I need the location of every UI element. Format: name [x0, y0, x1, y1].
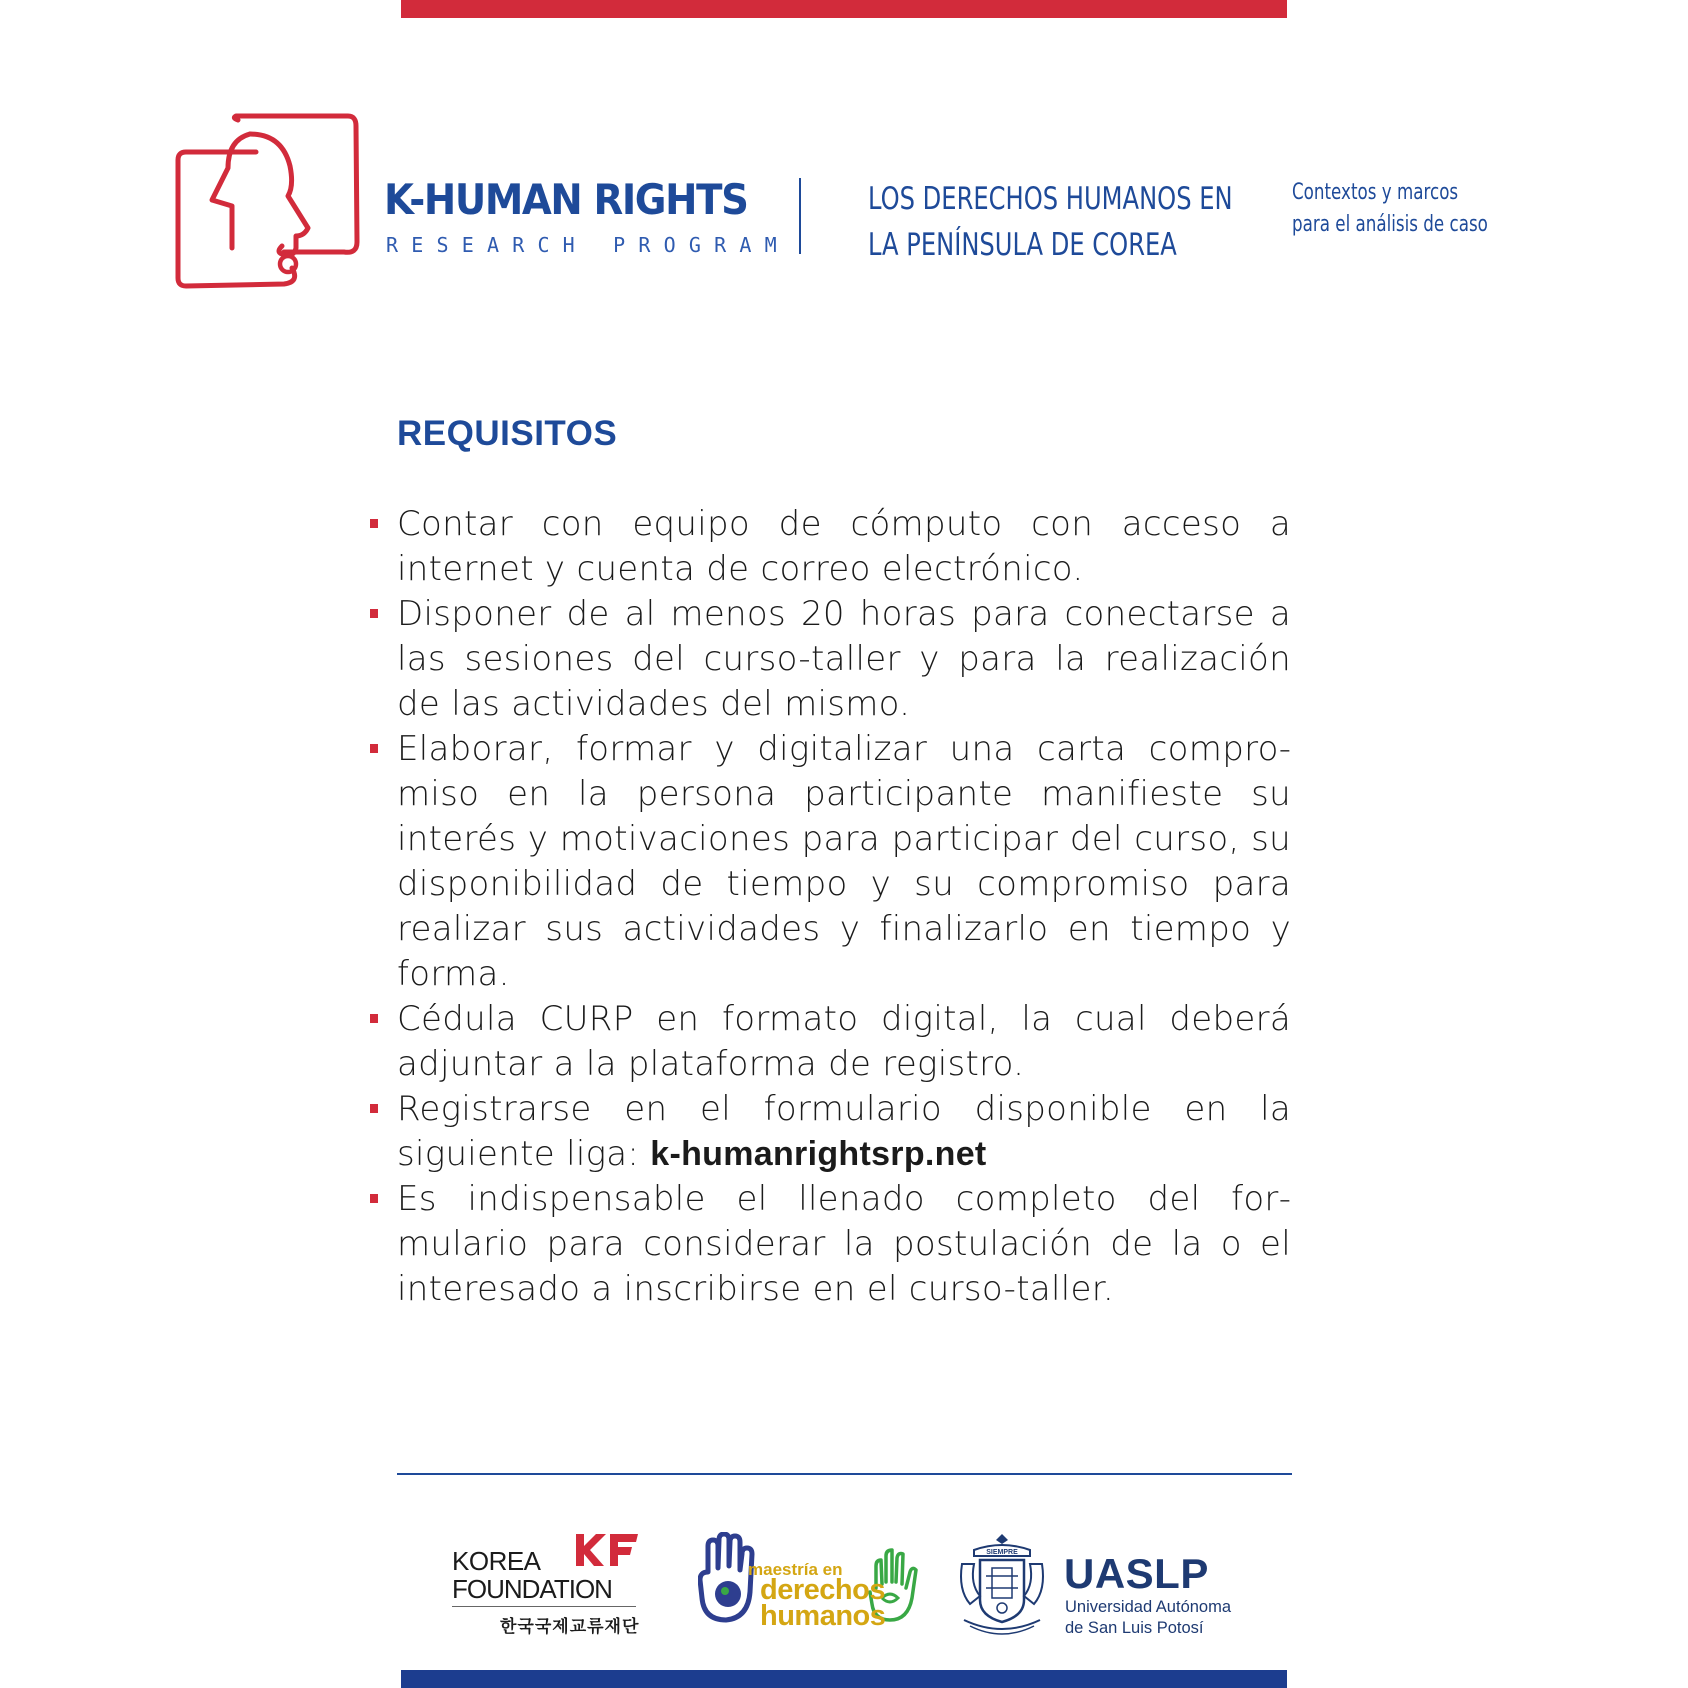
- list-item: [397, 727, 1291, 997]
- requirement-text: Elaborar, formar y digitalizar una carta compromiso en la persona participante manifieste su interés y motivaciones para participar del curso, su disponibilidad de tiempo y su compromiso para realizar sus actividades y finalizarlo en tiempo y forma.: [397, 729, 1291, 994]
- header-divider: [799, 178, 801, 254]
- kf-mark-icon: [570, 1530, 640, 1570]
- mdh-line-3: humanos: [760, 1600, 886, 1632]
- bullet-icon: [370, 609, 378, 618]
- kf-korean-text: 한국국제교류재단: [500, 1617, 640, 1637]
- requirement-text: Cédula CURP en formato digital, la cual deberá adjuntar a la plataforma de registro.: [397, 999, 1291, 1084]
- mdh-line-2: derechos: [760, 1574, 885, 1606]
- uaslp-name: UASLP: [1064, 1550, 1209, 1597]
- mdh-line-1: maestría en: [748, 1560, 843, 1579]
- list-item: [397, 997, 1291, 1087]
- k-human-rights-logo-icon: [172, 112, 364, 292]
- requirements-list: [397, 502, 1291, 1312]
- bullet-icon: [370, 1014, 378, 1023]
- header-tagline: [1292, 177, 1488, 241]
- tagline-line-1: Contextos y marcos: [1292, 180, 1459, 205]
- requirement-text: Es indispensable el llenado completo del formulario para considerar la postulación de la o el interesado a inscribirse en el curso-taller.: [397, 1179, 1291, 1309]
- tagline-line-2: para el análisis de caso: [1292, 212, 1488, 237]
- page-title-line-2: LA PENÍNSULA DE COREA: [868, 227, 1177, 263]
- requirement-text: Disponer de al menos 20 horas para conectarse a las sesiones del curso-taller y para la realización de las actividades del mismo.: [397, 594, 1291, 724]
- list-item: [397, 592, 1291, 727]
- registration-link[interactable]: k-humanrightsrp.net: [650, 1135, 987, 1173]
- uaslp-seal-text: SIEMPRE: [986, 1549, 1018, 1556]
- requirement-text: Contar con equipo de cómputo con acceso a internet y cuenta de correo electrónico.: [397, 504, 1291, 589]
- top-accent-bar: [401, 0, 1287, 18]
- brand-subtitle: RESEARCH PROGRAM: [386, 233, 790, 257]
- bullet-icon: [370, 744, 378, 753]
- korea-foundation-logo: [452, 1530, 640, 1636]
- maestria-derechos-humanos-logo: [698, 1530, 920, 1630]
- bottom-accent-bar: [401, 1670, 1287, 1688]
- uaslp-sub-line-2: de San Luis Potosí: [1065, 1619, 1204, 1637]
- bullet-icon: [370, 1194, 378, 1203]
- uaslp-seal-icon: [956, 1530, 1048, 1638]
- bullet-icon: [370, 1104, 378, 1113]
- list-item: [397, 502, 1291, 592]
- page-title-line-1: LOS DERECHOS HUMANOS EN: [868, 181, 1233, 217]
- list-item: [397, 1177, 1291, 1312]
- page-title: [868, 176, 1233, 268]
- footer-divider: [397, 1473, 1292, 1475]
- kf-foundation-text: FOUNDATION: [452, 1574, 612, 1604]
- uaslp-subtitle: [1065, 1597, 1231, 1639]
- list-item: [397, 1087, 1291, 1177]
- requirement-text: Registrarse en el formulario disponible en la siguiente liga:: [397, 1089, 1291, 1174]
- bullet-icon: [370, 519, 378, 528]
- kf-rule: [452, 1606, 636, 1607]
- brand-title: K-HUMAN RIGHTS: [384, 175, 748, 224]
- uaslp-sub-line-1: Universidad Autónoma: [1065, 1598, 1232, 1616]
- kf-korea-text: KOREA: [452, 1546, 541, 1576]
- requirements-heading: REQUISITOS: [397, 414, 618, 453]
